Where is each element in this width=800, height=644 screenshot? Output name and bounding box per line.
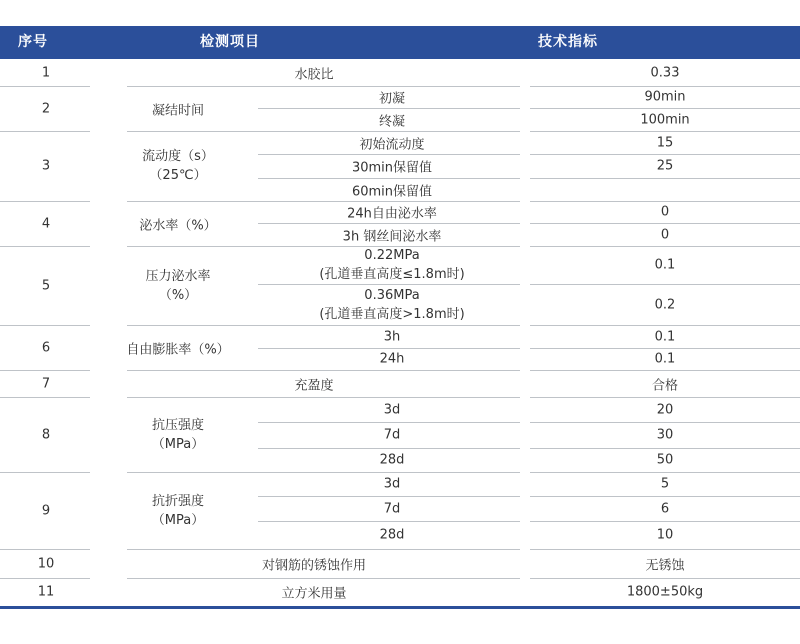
sub-item-label: 终凝 (378, 114, 406, 129)
row-divider (530, 325, 800, 326)
sub-row-divider (258, 178, 520, 179)
sub-item-label: 3h 钢丝间泌水率 (342, 229, 442, 244)
sub-row-divider (258, 448, 520, 449)
sub-row-divider (258, 348, 520, 349)
sub-item-label: 7d (383, 501, 401, 516)
sub-row-divider (530, 448, 800, 449)
sub-row-divider (258, 422, 520, 423)
sub-item-label: 3d (383, 476, 401, 492)
spec-value: 5 (660, 476, 670, 492)
row-divider (530, 86, 800, 87)
sub-item-label: 7d (383, 427, 401, 443)
header-item: 检测项目 (200, 34, 260, 50)
row-divider (127, 86, 520, 87)
row-divider (530, 578, 800, 579)
spec-value: 合格 (651, 378, 679, 393)
spec-value: 10 (656, 527, 674, 543)
sub-item-label: 3h (383, 329, 401, 344)
row-number: 1 (41, 65, 51, 80)
spec-value: 90min (644, 89, 686, 105)
sub-row-divider (530, 521, 800, 522)
sub-row-divider (258, 284, 520, 285)
sub-item-label: 初始流动度 (359, 137, 425, 152)
row-divider (0, 86, 90, 87)
row-number: 9 (41, 503, 51, 518)
sub-item-label: 初凝 (378, 91, 406, 107)
row-divider (530, 131, 800, 132)
sub-row-divider (530, 108, 800, 109)
row-number: 8 (41, 427, 51, 442)
row-divider (530, 397, 800, 398)
sub-row-divider (530, 178, 800, 179)
row-divider (530, 246, 800, 247)
spec-value: 25 (656, 158, 674, 174)
spec-value: 30 (656, 427, 674, 443)
item-name: 流动度（s） （25℃） (142, 149, 214, 183)
spec-value: 6 (660, 501, 670, 516)
sub-item-label: 30min保留值 (351, 160, 433, 176)
row-divider (530, 549, 800, 550)
item-name: 自由膨胀率（%） (126, 342, 230, 357)
header-no: 序号 (18, 34, 48, 50)
row-divider (0, 131, 90, 132)
row-divider (0, 578, 90, 579)
item-name: 抗折强度 （MPa） (151, 493, 205, 528)
sub-row-divider (258, 154, 520, 155)
sub-item-label: 3d (383, 402, 401, 417)
sub-row-divider (258, 496, 520, 497)
sub-row-divider (530, 223, 800, 224)
sub-item-label: 0.36MPa (孔道垂直高度>1.8m时) (319, 287, 465, 322)
spec-value: 15 (656, 135, 674, 150)
row-divider (0, 472, 90, 473)
row-divider (127, 370, 520, 371)
spec-value: 0 (660, 227, 670, 242)
row-divider (127, 325, 520, 326)
row-divider (127, 578, 520, 579)
spec-value: 0 (660, 204, 670, 220)
item-name: 水胶比 (294, 67, 334, 82)
spec-value: 1800±50kg (626, 584, 704, 600)
row-divider (0, 201, 90, 202)
spec-value: 20 (656, 402, 674, 417)
row-number: 11 (37, 584, 55, 600)
row-number: 3 (41, 158, 51, 174)
spec-value: 100min (640, 112, 690, 127)
spec-value: 0.1 (654, 257, 676, 273)
sub-item-label: 28d (379, 527, 405, 543)
item-name: 立方米用量 (281, 586, 347, 602)
row-number: 5 (41, 278, 51, 293)
row-number: 4 (41, 216, 51, 231)
sub-row-divider (258, 223, 520, 224)
row-number: 10 (37, 556, 55, 571)
row-divider (0, 246, 90, 247)
row-number: 2 (41, 101, 51, 116)
row-divider (127, 246, 520, 247)
row-divider (127, 472, 520, 473)
item-name: 凝结时间 (151, 103, 205, 118)
row-divider (127, 549, 520, 550)
row-number: 6 (41, 340, 51, 355)
sub-item-label: 0.22MPa (孔道垂直高度≤1.8m时) (319, 248, 465, 282)
sub-row-divider (530, 154, 800, 155)
row-divider (0, 397, 90, 398)
sub-row-divider (530, 422, 800, 423)
item-name: 泌水率（%） (139, 218, 217, 233)
spec-value: 0.2 (654, 297, 676, 312)
row-divider (530, 370, 800, 371)
sub-item-label: 24h自由泌水率 (347, 206, 437, 222)
row-divider (0, 325, 90, 326)
sub-row-divider (530, 348, 800, 349)
row-number: 7 (41, 376, 51, 391)
spec-value: 0.1 (654, 329, 676, 344)
row-divider (127, 397, 520, 398)
row-divider (0, 549, 90, 550)
sub-item-label: 60min保留值 (351, 184, 433, 199)
row-divider (530, 472, 800, 473)
sub-row-divider (530, 496, 800, 497)
sub-row-divider (258, 108, 520, 109)
spec-value: 0.1 (654, 351, 676, 367)
item-name: 抗压强度 （MPa） (151, 417, 205, 452)
sub-row-divider (258, 521, 520, 522)
item-name: 充盈度 (294, 378, 334, 393)
row-divider (127, 201, 520, 202)
spec-value: 无锈蚀 (645, 558, 685, 573)
row-divider (530, 201, 800, 202)
row-divider (0, 370, 90, 371)
header-spec: 技术指标 (538, 34, 598, 50)
sub-item-label: 28d (379, 452, 405, 468)
spec-value: 0.33 (650, 65, 680, 80)
table-header (0, 26, 800, 59)
item-name: 压力泌水率 （%） (145, 268, 211, 303)
sub-item-label: 24h (379, 351, 405, 367)
item-name: 对钢筋的锈蚀作用 (261, 558, 367, 573)
table-bottom-border (0, 606, 800, 609)
sub-row-divider (530, 284, 800, 285)
spec-value: 50 (656, 452, 674, 468)
row-divider (127, 131, 520, 132)
